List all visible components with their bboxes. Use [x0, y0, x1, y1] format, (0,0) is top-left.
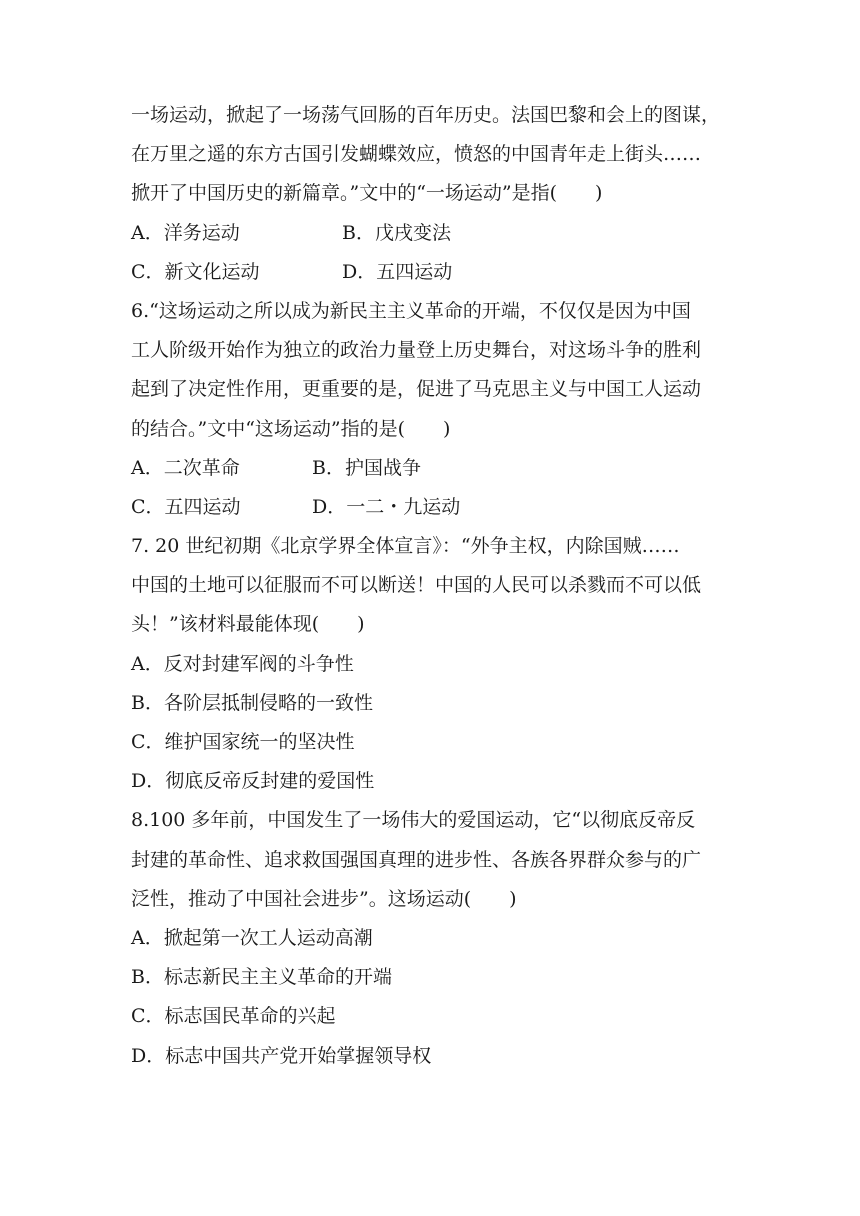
question-6-option-c: C．五四运动: [131, 495, 241, 518]
question-7-option-c: C．维护国家统一的坚决性: [131, 731, 355, 753]
question-8-stem-line-1: 8.100 多年前，中国发生了一场伟大的爱国运动，它“以彻底反帝反: [131, 809, 696, 832]
question-8-stem-line-2: 封建的革命性、追求救国强国真理的进步性、各族各界群众参与的广: [131, 848, 702, 871]
question-5-stem-line-1: 一场运动，掀起了一场荡气回肠的百年历史。法国巴黎和会上的图谋，: [131, 104, 721, 126]
question-5-stem-line-2: 在万里之遥的东方古国引发蝴蝶效应，愤怒的中国青年走上街头……: [131, 143, 702, 166]
question-5-stem-line-3: 掀开了中国历史的新篇章。”文中的“一场运动”是指( ): [131, 182, 603, 205]
question-5-option-d: D．五四运动: [342, 260, 453, 283]
question-6-stem-line-1: 6.“这场运动之所以成为新民主主义革命的开端，不仅仅是因为中国: [131, 299, 691, 322]
question-8: [131, 801, 735, 1075]
question-8-option-c: C．标志国民革命的兴起: [131, 1005, 336, 1028]
question-7-option-a: A．反对封建军阀的斗争性: [131, 652, 354, 675]
question-6-stem-line-4: 的结合。”文中“这场运动”指的是( ): [131, 417, 451, 440]
question-5-options-row-1: [131, 214, 735, 253]
question-6: [131, 292, 735, 527]
question-5: [131, 96, 735, 292]
question-7-stem-line-2: 中国的土地可以征服而不可以断送！中国的人民可以杀戮而不可以低: [131, 574, 702, 597]
question-8-option-d: D．标志中国共产党开始掌握领导权: [131, 1044, 432, 1067]
question-6-options-row-1: [131, 449, 735, 488]
question-7-stem-line-1: 7. 20 世纪初期《北京学界全体宣言》：“外争主权，内除国贼……: [131, 535, 680, 558]
question-6-option-b: B．护国战争: [312, 456, 421, 479]
question-6-stem-line-2: 工人阶级开始作为独立的政治力量登上历史舞台，对这场斗争的胜利: [131, 339, 702, 362]
question-7-option-b: B．各阶层抵制侵略的一致性: [131, 691, 373, 714]
question-6-option-d: D．一二・九运动: [312, 495, 461, 518]
question-5-option-c: C．新文化运动: [131, 260, 260, 283]
question-8-option-a: A．掀起第一次工人运动高潮: [131, 926, 373, 949]
question-6-stem-line-3: 起到了决定性作用，更重要的是，促进了马克思主义与中国工人运动: [131, 378, 702, 401]
question-7-stem-line-3: 头！”该材料最能体现( ): [131, 613, 365, 636]
question-6-option-a: A．二次革命: [131, 456, 240, 479]
question-5-option-b: B．戊戌变法: [342, 221, 451, 244]
question-8-stem-line-3: 泛性，推动了中国社会进步”。这场运动( ): [131, 887, 517, 910]
question-6-options-row-2: [131, 488, 735, 527]
question-5-option-a: A．洋务运动: [131, 221, 240, 244]
document-page: [131, 96, 735, 1076]
question-8-option-b: B．标志新民主主义革命的开端: [131, 966, 392, 989]
question-5-options-row-2: [131, 253, 735, 292]
question-7-option-d: D．彻底反帝反封建的爱国性: [131, 770, 375, 793]
question-7: [131, 527, 735, 801]
